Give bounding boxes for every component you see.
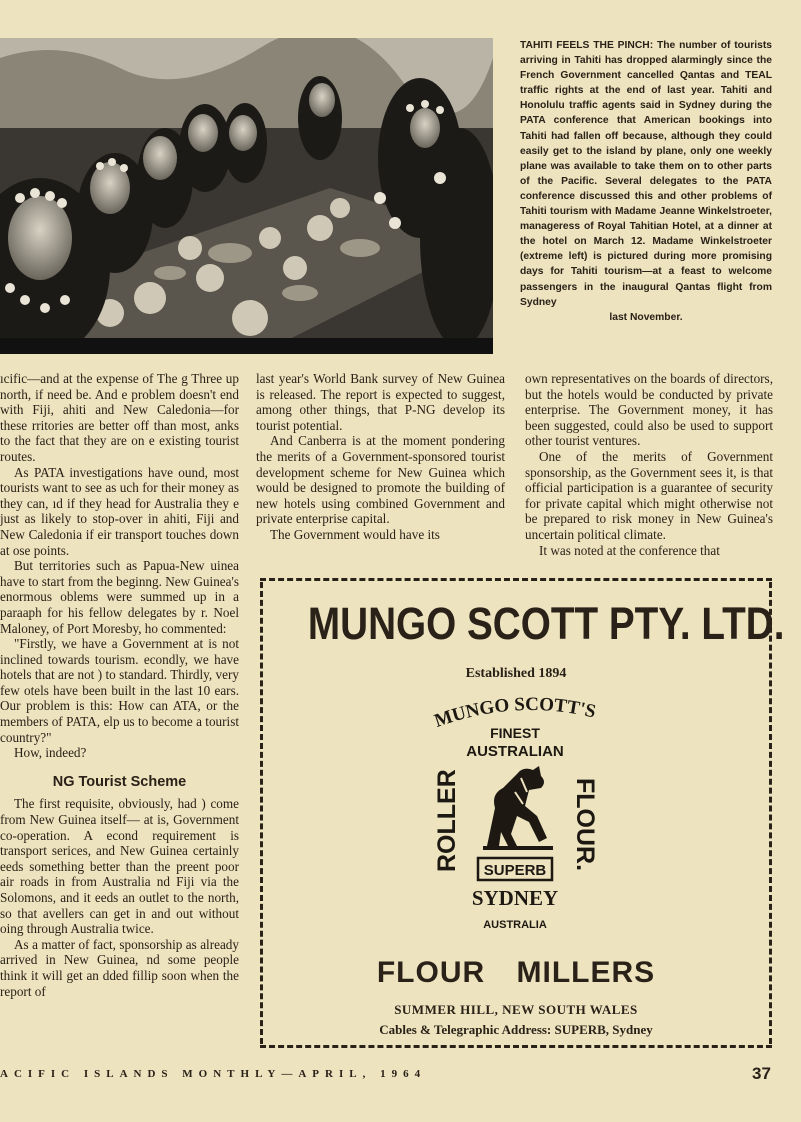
paragraph: How, indeed? [14, 745, 87, 761]
ad-cables: Cables & Telegraphic Address: SUPERB, Sydney [379, 1022, 653, 1037]
article-column-2 [256, 371, 505, 543]
paragraph: As a matter of fact, sponsorship as already arrived in New Guinea, nd some people think it will get an dded fillip soon when the report of [0, 936, 239, 999]
feast-photograph [0, 38, 493, 354]
article-column-3 [525, 371, 773, 558]
mungo-scott-logo [425, 696, 605, 936]
paragraph: last year's World Bank survey of New Guinea is released. The report is expected to suggest, among other things, that P-NG develop its tourist potential. [256, 371, 505, 433]
ad-border-bottom [260, 1045, 772, 1048]
logo-australian: AUSTRALIAN [466, 743, 564, 760]
paragraph: "Firstly, we have a Government at is not inclined towards tourism. econdly, we have hotels that are not ) to standard. Thirdly, very few otels have been built in the last 10 ears. Our problem is this: How can ATA, or the members of PATA, elp us to become a tourist country?" [0, 636, 239, 745]
paragraph: And Canberra is at the moment pondering the merits of a Government-sponsored tourist development scheme for New Guinea which would be designed to promote the building of new hotels using combined Government and private enterprise capital. [256, 433, 505, 527]
article-column-1 [0, 371, 239, 999]
paragraph: ıcific—and at the expense of The g Three up north, if need be. And e problem doesn't end with Fiji, ahiti and New Caledonia—for these rritories are better off than most, anks to the fact that they are on e existing tourist routes. [0, 371, 239, 464]
running-footer: ACIFIC ISLANDS MONTHLY—APRIL, 1964 [0, 1068, 427, 1080]
ad-border-top [260, 578, 772, 581]
logo-finest: FINEST [490, 725, 540, 741]
logo-australia: AUSTRALIA [483, 919, 547, 931]
ad-address: SUMMER HILL, NEW SOUTH WALES [394, 1002, 638, 1017]
paragraph: It was noted at the conference that [539, 542, 720, 558]
photo-caption [520, 38, 772, 325]
caption-heading: TAHITI FEELS THE PINCH: [520, 40, 657, 51]
paragraph: One of the merits of Government sponsorship, as the Government sees it, is that official participation is a guarantee of security for private capital which might otherwise not be prepared to risk money in New Guinea's uncertain political climate. [525, 448, 773, 542]
ad-flour-millers: FLOUR MILLERS [376, 956, 656, 989]
paragraph: The Government would have its [270, 526, 440, 542]
logo-roller: ROLLER [433, 769, 461, 872]
logo-flour: FLOUR. [571, 778, 599, 872]
paragraph: But territories such as Papua-New uinea have to start from the beginng. New Guinea's enormous oblems were summed up in a paraaph for his fellow delegates by r. Noel Maloney, of Port Moresby, ho commented: [0, 558, 239, 636]
horse-icon [483, 766, 553, 850]
section-subheading: NG Tourist Scheme [52, 773, 187, 790]
paragraph: The first requisite, obviously, had ) come from New Guinea itself— at is, Government co-operation. A econd requirement is transport serices, and New Guinea certainly eeds something better than the preent poor air roads in from Australia nd Fiji via the Solomons, and it eeds an outlet to the north, so that avellers can get in and out without oing through Australia twice. [0, 796, 239, 937]
caption-last-line: last November. [609, 311, 683, 323]
paragraph: As PATA investigations have ound, most tourists want to see as uch for their money as they can, ıd if they head for Australia they e just as likely to stop-over in ahiti, Fiji and New Caledonia if eir transport touches down at ose points. [0, 464, 239, 558]
mungo-scott-advertisement [260, 578, 785, 1048]
ad-company-name: MUNGO SCOTT PTY. LTD. [307, 598, 785, 649]
ad-established: Established 1894 [465, 666, 567, 681]
paragraph: own representatives on the boards of directors, but the hotels would be conducted by private enterprise. The Government money, it has been suggested, could also be used to support other tourist ventures. [525, 371, 773, 449]
logo-superb: SUPERB [483, 862, 547, 879]
caption-body: The number of tourists arriving in Tahiti has dropped alarmingly since the French Government cancelled Qantas and TEAL traffic rights at the end of last year. Tahiti and Honolulu traffic agents said in Sydney during the PATA conference that American bookings into Tahiti had fallen off because, although they could easily get to the island by plane, only one weekly plane was available to take them on to other parts of the Pacific. Several delegates to the PATA conference discussed this and other problems of Tahiti tourism with Madame Jeanne Winkelstroeter, manageress of Royal Tahitian Hotel, at a dinner at the hotel on March 12. Madame Winkelstroeter (extreme left) is pictured during more promising days for Tahiti tourism—at a feast to welcome passengers in the inaugural Qantas flight from Sydney [520, 40, 772, 308]
logo-sydney: SYDNEY [471, 886, 559, 910]
page-number: 37 [752, 1064, 771, 1083]
logo-mungo-scott: MUNGO SCOTT'S [431, 696, 598, 732]
